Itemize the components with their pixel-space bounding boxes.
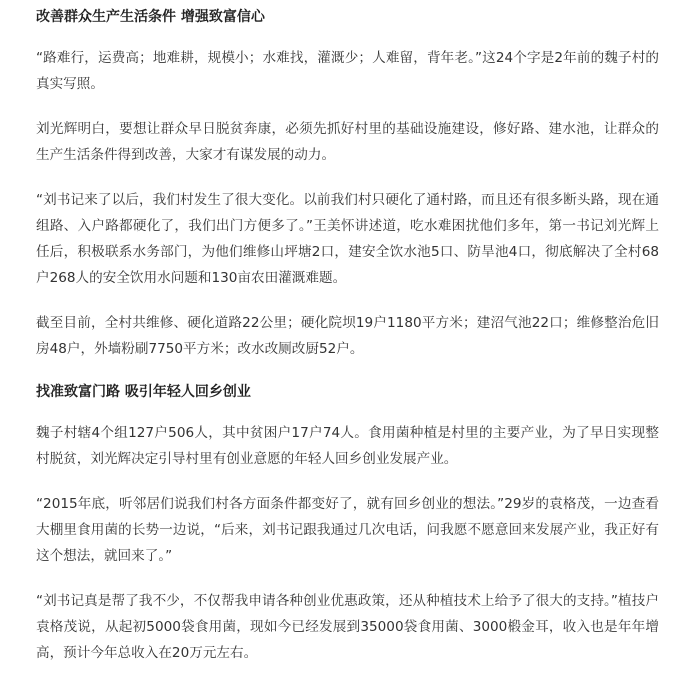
section-heading-youth-entrepreneurship: 找准致富门路 吸引年轻人回乡创业 <box>36 384 251 400</box>
paragraph: 魏子村辖4个组127户506人，其中贫困户17户74人。食用菌种植是村里的主要产业，为了早日实现整村脱贫，刘光辉决定引导村里有创业意愿的年轻人回乡创业发展产业。 <box>36 425 659 467</box>
paragraph: “路难行，运费高；地难耕，规模小；水难找，灌溉少；人难留，背年老。”这24个字是2年前的魏子村的真实写照。 <box>36 50 659 92</box>
paragraph: 截至目前，全村共维修、硬化道路22公里；硬化院坝19户1180平方米；建沼气池22口；维修整治危旧房48户，外墙粉刷7750平方米；改水改厕改厨52户。 <box>36 315 659 357</box>
paragraph: “刘书记来了以后，我们村发生了很大变化。以前我们村只硬化了通村路，而且还有很多断头路，现在通组路、入户路都硬化了，我们出门方便多了。”王美怀讲述道，吃水难困扰他们多年，第一书记刘光辉上任后，积极联系水务部门，为他们维修山坪塘2口，建安全饮水池5口、防旱池4口，彻底解决了全村68户268人的安全饮用水问题和130亩农田灌溉难题。 <box>36 192 659 286</box>
paragraph: “2015年底，听邻居们说我们村各方面条件都变好了，就有回乡创业的想法。”29岁的袁格茂，一边查看大棚里食用菌的长势一边说，“后来，刘书记跟我通过几次电话，问我愿不愿意回来发展产业，我正好有这个想法，就回来了。” <box>36 496 659 564</box>
paragraph: “刘书记真是帮了我不少，不仅帮我申请各种创业优惠政策，还从种植技术上给予了很大的支持。”植技户袁格茂说，从起初5000袋食用菌，现如今已经发展到35000袋食用菌、3000椴金耳，收入也是年年增高，预计今年总收入在20万元左右。 <box>36 593 659 661</box>
paragraph: 刘光辉明白，要想让群众早日脱贫奔康，必须先抓好村里的基础设施建设，修好路、建水池，让群众的生产生活条件得到改善，大家才有谋发展的动力。 <box>36 121 659 163</box>
article-body <box>0 6 677 687</box>
section-heading-improve-conditions: 改善群众生产生活条件 增强致富信心 <box>36 9 265 25</box>
